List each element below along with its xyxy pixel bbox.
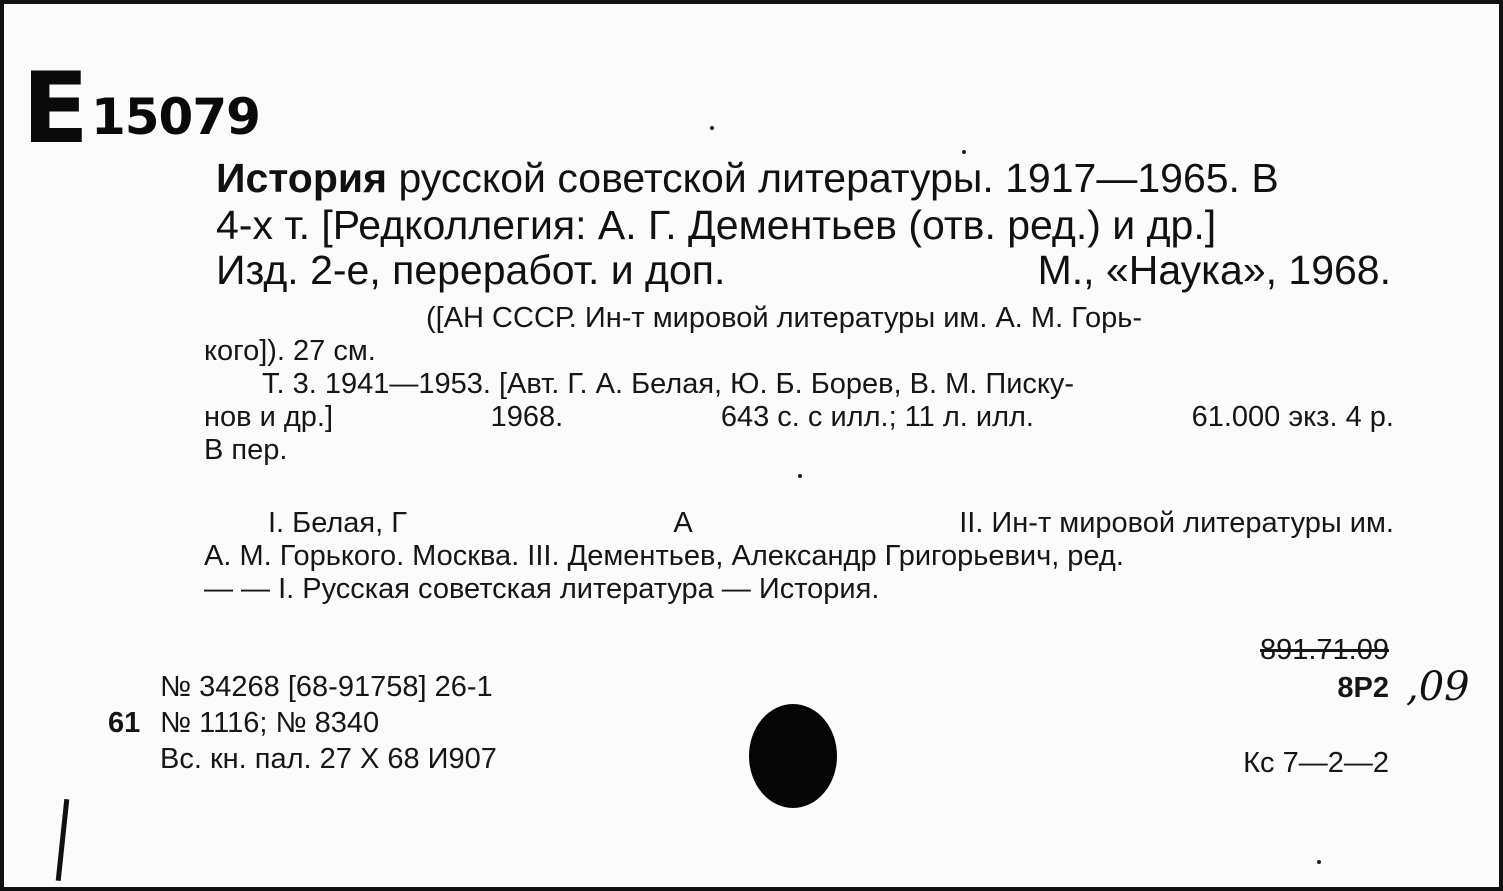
punch-hole xyxy=(749,704,837,808)
tracings-line-2-text: А. М. Горького. Москва. III. Дементьев, Александр Григорьевич, ред. xyxy=(204,540,1124,572)
ink-speck xyxy=(710,126,714,130)
volume-authors-end: нов и др.] xyxy=(204,401,334,433)
tracings-line-2 xyxy=(204,540,1394,573)
title-line-3 xyxy=(216,248,1391,293)
card-footer-left xyxy=(108,669,497,777)
title-lead-word: История xyxy=(216,155,388,201)
volume-print-run-price: 61.000 экз. 4 р. xyxy=(1191,401,1394,433)
series-line-2: кого]). 27 см. xyxy=(204,335,376,367)
handwritten-suffix: ,09 xyxy=(1406,664,1470,710)
tracing-1-initial: А xyxy=(673,507,693,539)
shelfmark-letter: E xyxy=(22,52,85,166)
chamber-date: Вс. кн. пал. 27 X 68 И907 xyxy=(160,743,497,775)
volume-line-2 xyxy=(204,401,1394,434)
shelfmark-number: 15079 xyxy=(90,88,260,146)
title-statement xyxy=(216,156,1391,293)
publication-statement: М., «Наука», 1968. xyxy=(1037,247,1391,293)
title-line-2-text: 4-х т. [Редколлегия: А. Г. Дементьев (отв. ред.) и др.] xyxy=(216,202,1217,248)
volume-year: 1968. xyxy=(490,401,564,433)
series-statement xyxy=(204,302,1394,368)
edition-statement: Изд. 2-е, переработ. и доп. xyxy=(216,247,726,293)
volume-statement xyxy=(204,368,1394,467)
volume-line-1: Т. 3. 1941—1953. [Авт. Г. А. Белая, Ю. Б. Борев, В. М. Писку- xyxy=(262,368,1075,400)
ink-speck xyxy=(1317,860,1321,864)
title-line-2 xyxy=(216,201,1391,248)
tracings-line-3: — — I. Русская советская литература — История. xyxy=(204,573,880,605)
ink-speck xyxy=(962,150,966,154)
volume-pagination: 643 с. с илл.; 11 л. илл. xyxy=(720,401,1034,433)
cutter-number: Кс 7—2—2 xyxy=(1243,747,1389,779)
row-prefix: 61 xyxy=(108,707,141,739)
tracings-line-1 xyxy=(204,507,1394,540)
card-number: № 34268 [68-91758] 26-1 xyxy=(160,671,493,703)
volume-binding: В пер. xyxy=(204,434,288,466)
order-numbers: № 1116; № 8340 xyxy=(160,707,380,739)
series-line-1: ([АН СССР. Ин-т мировой литературы им. А. М. Горь- xyxy=(426,302,1142,334)
tracing-2: II. Ин-т мировой литературы им. xyxy=(959,507,1394,539)
pencil-mark xyxy=(56,799,70,881)
tracings xyxy=(204,507,1394,606)
title-line-1-rest: русской советской литературы. 1917—1965. В xyxy=(398,155,1279,201)
tracing-1: I. Белая, Г xyxy=(268,507,407,539)
title-line-1 xyxy=(216,156,1391,201)
ink-speck xyxy=(798,474,802,478)
shelf-code: 8Р2 xyxy=(1337,672,1389,704)
handwritten-shelfmark xyxy=(22,52,260,166)
struck-class-number: 891.71.09 xyxy=(1259,634,1389,666)
